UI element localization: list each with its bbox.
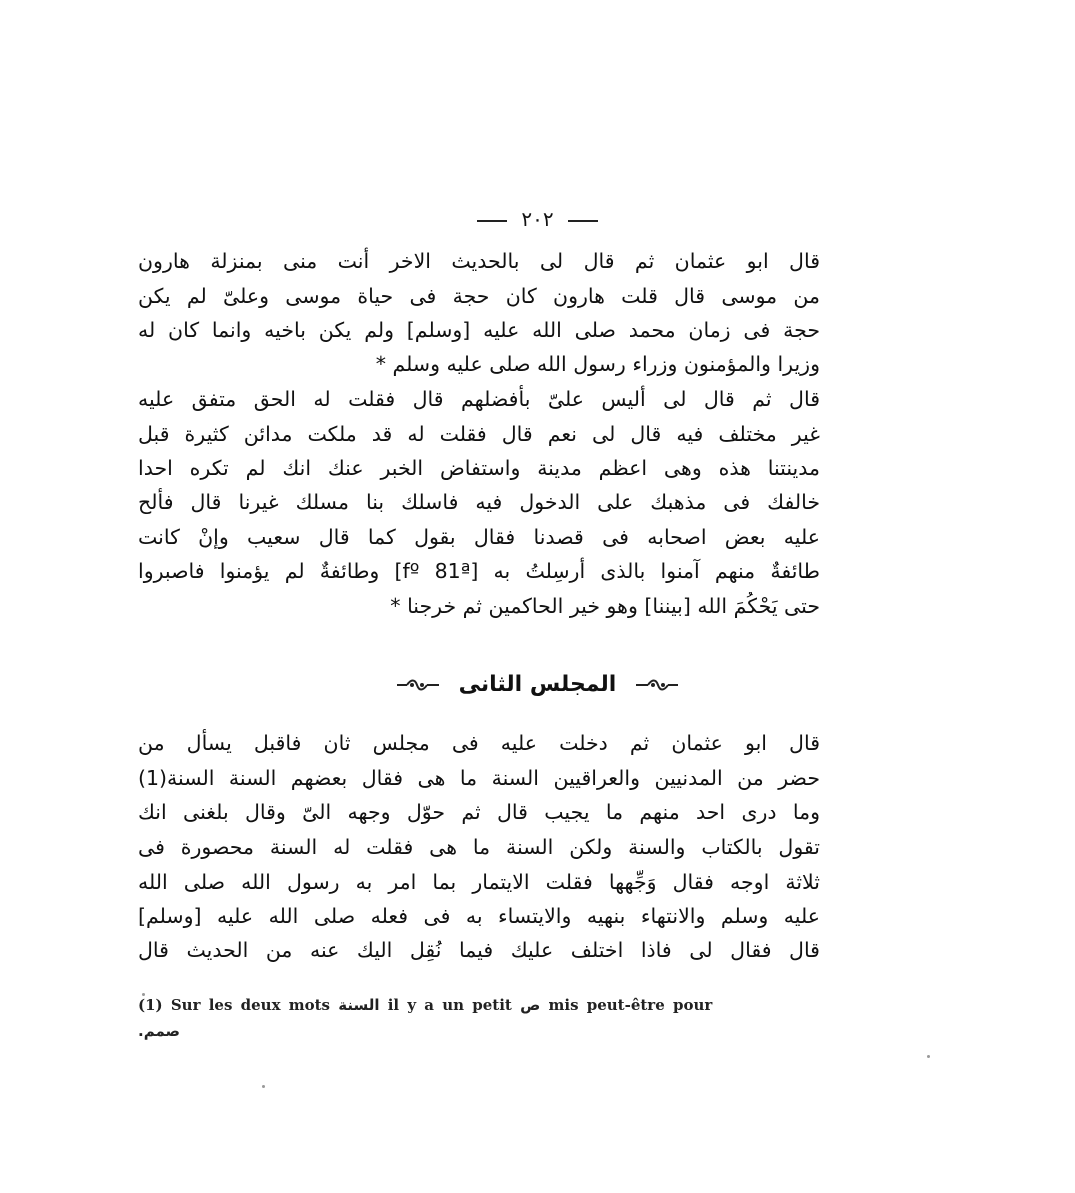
text-line: تقول بالكتاب والسنة ولكن السنة ما هى فقلت له السنة محصورة فى [138,835,820,859]
text-line: طائفةٌ منهم آمنوا بالذى أرسِلتُ به [fº 81ª] وطائفةٌ لم يؤمنوا فاصبروا [138,559,820,583]
footnote-arabic-mark: ص [520,996,541,1014]
text-line: عليه بعض اصحابه فى قصدنا فقال بقول كما قال سعيب وإنْ كانت [138,525,820,549]
page-number [0,207,1075,231]
scan-speck [262,1085,265,1088]
ornament-left-icon [395,678,441,692]
footnote-arabic-word: السنة [338,996,380,1014]
page-number-value: ٢٠٢ [521,207,554,231]
text-line: مدينتنا هذه وهى اعظم مدينة واستفاض الخبر عنك انك لم تكره احدا [138,456,820,480]
ornament-right-icon [634,678,680,692]
page-number-dash-left [477,220,507,222]
section-heading [0,672,1075,697]
text-line: حتى يَحْكُمَ الله [بيننا] وهو خير الحاكمين ثم خرجنا * [390,594,820,618]
text-line: من موسى قال قلت هارون كان حجة فى حياة موسى وعلىّ لم يكن [138,284,820,308]
text-line: قال فقال لى فاذا اختلف عليك فيما نُقِل اليك عنه من الحديث قال [138,938,820,962]
scan-speck [142,993,145,996]
scan-speck [927,1055,930,1058]
footnote-continuation: صمم. [138,1022,181,1040]
text-line: خالفك فى مذهبك على الدخول فيه فاسلك بنا مسلك غيرنا قال فألح [138,490,820,514]
text-line: ثلاثة اوجه فقال وَجِّهها فقلت الايتمار بما امر به رسول الله صلى الله [138,870,820,894]
text-line: وزيرا والمؤمنون وزراء رسول الله صلى عليه وسلم * [375,352,820,376]
text-line: عليه وسلم والانتهاء بنهيه والايتساء به فى فعله صلى الله عليه [وسلم] [138,904,820,928]
page-number-dash-right [568,220,598,222]
footnote-middle: il y a un petit [387,996,512,1014]
footnote [138,992,818,1044]
text-line: وما درى احد منهم ما يجيب قال ثم حوّل وجهه الىّ وقال بلغنى انك [138,800,820,824]
footnote-suffix: mis peut-être pour [548,996,713,1014]
text-line: غير مختلف فيه قال لى نعم قال فقلت له قد ملكت مدائن كثيرة قبل [138,422,820,446]
section-heading-text: المجلس الثانى [458,672,617,697]
footnote-prefix: (1) Sur les deux mots [138,996,330,1014]
text-line: حجة فى زمان محمد صلى الله عليه [وسلم] ولم يكن باخيه وانما كان له [138,318,820,342]
text-line: قال ابو عثمان ثم دخلت عليه فى مجلس ثان فاقبل يسأل من [138,731,820,755]
text-line: حضر من المدنيين والعراقيين السنة ما هى فقال بعضهم السنة السنة(1) [138,766,820,790]
text-line: قال ابو عثمان ثم قال لى بالحديث الاخر أنت منى بمنزلة هارون [138,249,820,273]
text-line: قال ثم قال لى أليس علىّ بأفضلهم قال فقلت له الحق متفق عليه [138,387,820,411]
